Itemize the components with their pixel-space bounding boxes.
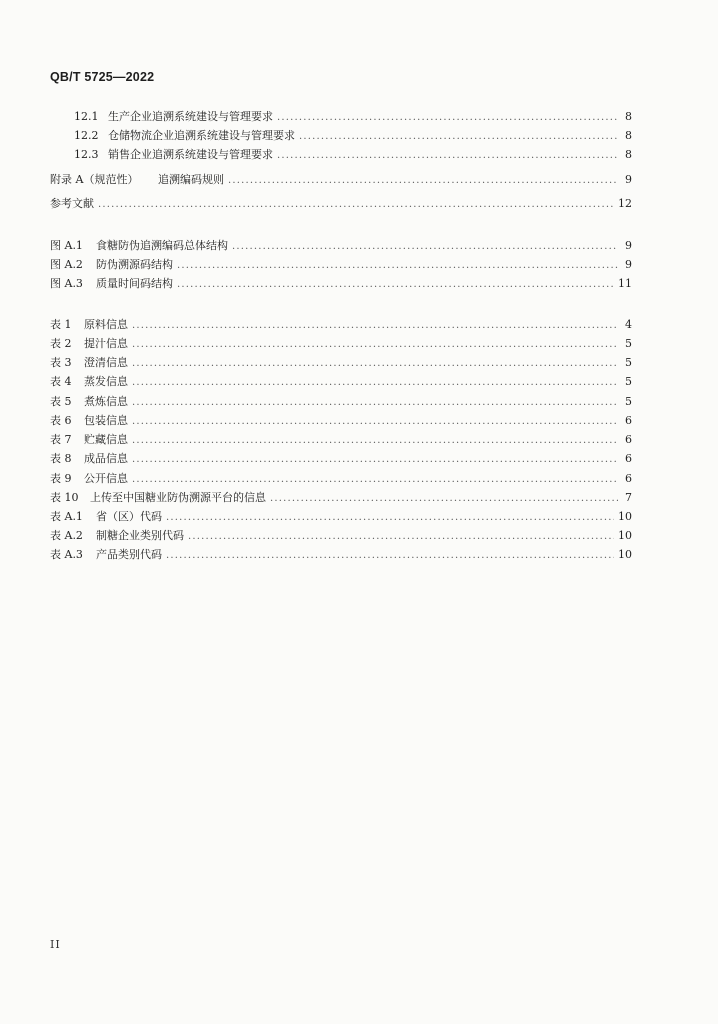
toc-entry-number: 表 A.2 bbox=[50, 529, 83, 542]
toc-leader-dots bbox=[132, 433, 618, 449]
toc-leader-dots bbox=[132, 356, 618, 372]
toc-leader-dots bbox=[277, 148, 618, 164]
toc-entry-page: 5 bbox=[625, 375, 632, 388]
toc-entry-title: 追溯编码规则 bbox=[158, 173, 224, 186]
toc-leader-dots bbox=[132, 395, 618, 411]
toc-entry-page: 9 bbox=[625, 173, 632, 186]
toc-entry-number: 图 A.2 bbox=[50, 258, 83, 271]
toc-leader-dots bbox=[132, 375, 618, 391]
toc-entry-number: 表 4 bbox=[50, 375, 72, 388]
toc-entry-number: 表 9 bbox=[50, 472, 72, 485]
toc-entry-title: 防伪溯源码结构 bbox=[96, 258, 173, 271]
toc-table-4[interactable] bbox=[50, 374, 632, 390]
toc-entry-title: 上传至中国糖业防伪溯源平台的信息 bbox=[90, 491, 266, 504]
toc-entry-number: 表 5 bbox=[50, 395, 72, 408]
toc-leader-dots bbox=[98, 197, 614, 213]
toc-leader-dots bbox=[270, 491, 618, 507]
toc-entry-page: 10 bbox=[618, 529, 632, 542]
toc-entry-page: 11 bbox=[618, 277, 632, 290]
toc-leader-dots bbox=[177, 258, 618, 274]
toc-entry-appendix-a[interactable] bbox=[50, 172, 632, 188]
toc-table-5[interactable] bbox=[50, 394, 632, 410]
toc-entry-title: 销售企业追溯系统建设与管理要求 bbox=[108, 148, 273, 161]
toc-entry-title: 省（区）代码 bbox=[96, 510, 162, 523]
toc-leader-dots bbox=[277, 110, 618, 126]
toc-entry-number: 表 A.3 bbox=[50, 548, 83, 561]
toc-entry-number: 附录 A（规范性） bbox=[50, 173, 139, 186]
toc-leader-dots bbox=[228, 173, 618, 189]
toc-table-3[interactable] bbox=[50, 355, 632, 371]
toc-entry-references[interactable] bbox=[50, 196, 632, 212]
toc-entry-number: 12.1 bbox=[74, 110, 99, 123]
toc-leader-dots bbox=[177, 277, 614, 293]
toc-entry-title: 仓储物流企业追溯系统建设与管理要求 bbox=[108, 129, 295, 142]
toc-entry-number: 表 A.1 bbox=[50, 510, 83, 523]
toc-table-a2[interactable] bbox=[50, 528, 632, 544]
toc-table-9[interactable] bbox=[50, 471, 632, 487]
toc-table-6[interactable] bbox=[50, 413, 632, 429]
toc-entry-page: 6 bbox=[625, 433, 632, 446]
toc-leader-dots bbox=[132, 452, 618, 468]
toc-entry-12-2[interactable] bbox=[74, 128, 632, 144]
toc-entry-title: 参考文献 bbox=[50, 197, 94, 210]
document-number: QB/T 5725—2022 bbox=[50, 70, 155, 84]
toc-entry-number: 表 8 bbox=[50, 452, 72, 465]
toc-entry-page: 8 bbox=[625, 148, 632, 161]
toc-entry-page: 9 bbox=[625, 258, 632, 271]
toc-entry-number: 图 A.1 bbox=[50, 239, 83, 252]
toc-entry-number: 图 A.3 bbox=[50, 277, 83, 290]
toc-leader-dots bbox=[299, 129, 618, 145]
toc-leader-dots bbox=[232, 239, 618, 255]
toc-entry-title: 生产企业追溯系统建设与管理要求 bbox=[108, 110, 273, 123]
toc-entry-page: 10 bbox=[618, 510, 632, 523]
toc-leader-dots bbox=[132, 414, 618, 430]
toc-entry-page: 9 bbox=[625, 239, 632, 252]
toc-entry-page: 5 bbox=[625, 356, 632, 369]
page-number: II bbox=[50, 938, 61, 951]
toc-entry-page: 6 bbox=[625, 414, 632, 427]
toc-leader-dots bbox=[166, 510, 614, 526]
toc-entry-title: 公开信息 bbox=[84, 472, 128, 485]
toc-entry-title: 制糖企业类别代码 bbox=[96, 529, 184, 542]
toc-entry-page: 10 bbox=[618, 548, 632, 561]
toc-entry-title: 包装信息 bbox=[84, 414, 128, 427]
toc-entry-number: 12.3 bbox=[74, 148, 99, 161]
toc-entry-title: 食糖防伪追溯编码总体结构 bbox=[96, 239, 228, 252]
toc-leader-dots bbox=[132, 472, 618, 488]
toc-entry-title: 澄清信息 bbox=[84, 356, 128, 369]
toc-entry-page: 5 bbox=[625, 395, 632, 408]
toc-entry-number: 表 2 bbox=[50, 337, 72, 350]
toc-table-a3[interactable] bbox=[50, 547, 632, 563]
toc-entry-page: 12 bbox=[618, 197, 632, 210]
toc-table-2[interactable] bbox=[50, 336, 632, 352]
toc-entry-title: 提汁信息 bbox=[84, 337, 128, 350]
toc-entry-title: 蒸发信息 bbox=[84, 375, 128, 388]
toc-figure-a3[interactable] bbox=[50, 276, 632, 292]
toc-entry-title: 煮炼信息 bbox=[84, 395, 128, 408]
toc-leader-dots bbox=[132, 318, 618, 334]
toc-entry-number: 12.2 bbox=[74, 129, 99, 142]
toc-table-7[interactable] bbox=[50, 432, 632, 448]
toc-table-1[interactable] bbox=[50, 317, 632, 333]
toc-entry-number: 表 1 bbox=[50, 318, 72, 331]
toc-leader-dots bbox=[166, 548, 614, 564]
toc-entry-page: 6 bbox=[625, 452, 632, 465]
toc-entry-page: 5 bbox=[625, 337, 632, 350]
toc-entry-title: 成品信息 bbox=[84, 452, 128, 465]
toc-leader-dots bbox=[188, 529, 614, 545]
toc-entry-number: 表 6 bbox=[50, 414, 72, 427]
toc-entry-12-1[interactable] bbox=[74, 109, 632, 125]
toc-entry-page: 4 bbox=[625, 318, 632, 331]
toc-entry-title: 产品类别代码 bbox=[96, 548, 162, 561]
toc-entry-title: 质量时间码结构 bbox=[96, 277, 173, 290]
toc-leader-dots bbox=[132, 337, 618, 353]
toc-entry-number: 表 7 bbox=[50, 433, 72, 446]
toc-table-a1[interactable] bbox=[50, 509, 632, 525]
toc-entry-page: 8 bbox=[625, 129, 632, 142]
toc-entry-page: 8 bbox=[625, 110, 632, 123]
toc-figure-a1[interactable] bbox=[50, 238, 632, 254]
toc-entry-12-3[interactable] bbox=[74, 147, 632, 163]
toc-figure-a2[interactable] bbox=[50, 257, 632, 273]
toc-entry-title: 贮藏信息 bbox=[84, 433, 128, 446]
toc-table-8[interactable] bbox=[50, 451, 632, 467]
toc-entry-number: 表 3 bbox=[50, 356, 72, 369]
toc-entry-page: 7 bbox=[625, 491, 632, 504]
toc-entry-title: 原料信息 bbox=[84, 318, 128, 331]
toc-entry-page: 6 bbox=[625, 472, 632, 485]
toc-table-10[interactable] bbox=[50, 490, 632, 506]
toc-entry-number: 表 10 bbox=[50, 491, 79, 504]
